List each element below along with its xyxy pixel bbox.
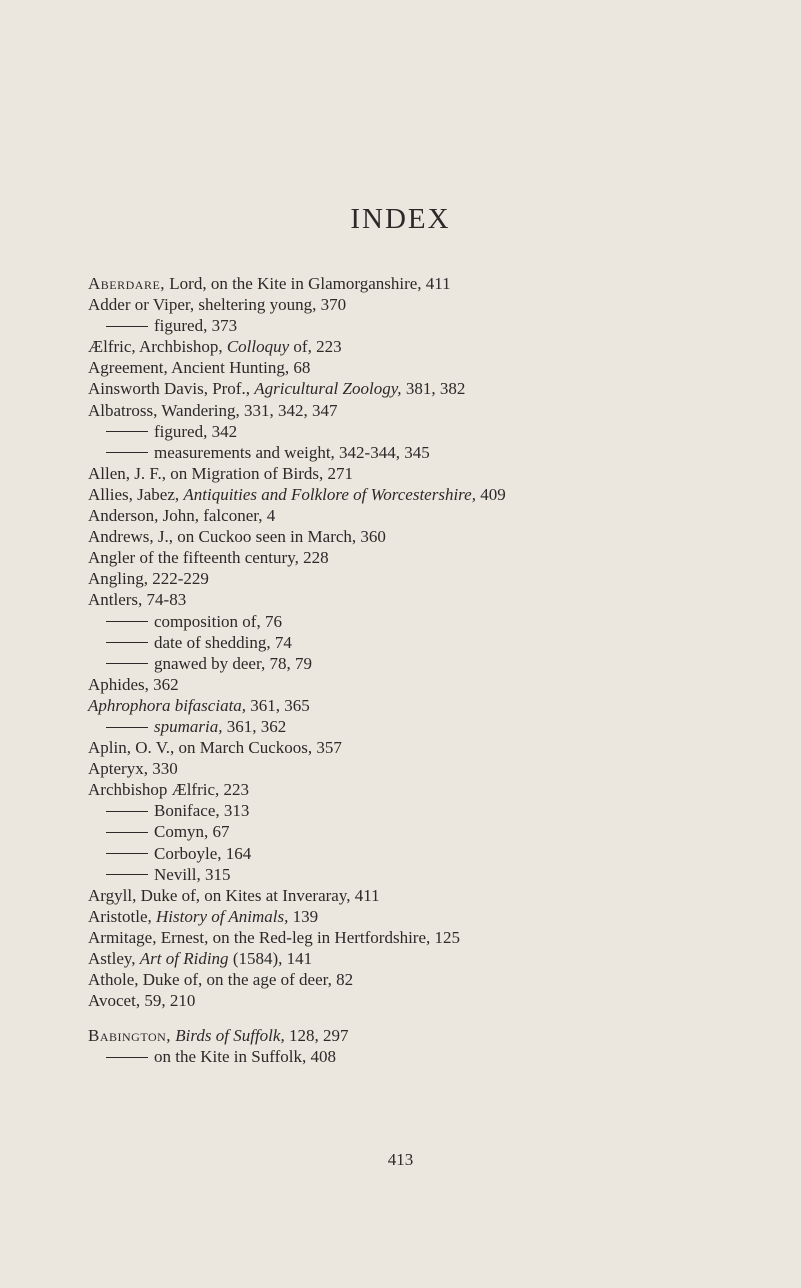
entry-italic-title: Art of Riding [139, 949, 229, 968]
index-entry [88, 484, 788, 505]
entry-italic-title: Birds of Suffolk, [175, 1026, 285, 1046]
index-entry [88, 505, 788, 526]
entry-text: Lord, on the Kite in Glamorganshire, 411 [165, 274, 451, 293]
index-entry [88, 906, 788, 927]
entry-text: Agreement, Ancient Hunting, 68 [88, 358, 311, 378]
page-title: INDEX [350, 203, 451, 235]
index-entry [88, 378, 788, 399]
index-entry [88, 357, 788, 378]
index-entry [88, 990, 788, 1011]
entry-text: Aplin, O. V., on March Cuckoos, 357 [88, 738, 342, 758]
entry-text: figured, 373 [154, 316, 238, 336]
index-entry [88, 927, 788, 948]
entry-text: Angler of the fifteenth century, 228 [88, 548, 329, 568]
entry-text: (1584), 141 [228, 949, 313, 968]
entry-text: composition of, 76 [154, 611, 282, 631]
index-entry [88, 948, 788, 969]
index-entry [88, 547, 788, 568]
index-entry [88, 463, 788, 484]
entry-text: Aphides, 362 [88, 674, 179, 694]
entry-text: Athole, Duke of, on the age of deer, 82 [88, 970, 354, 990]
entry-text: figured, 342 [154, 421, 238, 441]
entry-text: Comyn, 67 [154, 822, 230, 842]
entry-text: date of shedding, 74 [154, 632, 292, 652]
index-entry [88, 969, 788, 990]
index-subentry [88, 442, 788, 463]
index-entry [88, 779, 788, 800]
entry-italic-title: History of Animals, [156, 906, 289, 926]
entry-text: Anderson, John, falconer, 4 [88, 506, 276, 526]
entry-italic-title: Antiquities and Folklore of Worcestershire, [183, 484, 476, 504]
entry-text: Avocet, 59, 210 [88, 991, 196, 1011]
entry-text: Aristotle, [88, 906, 156, 926]
index-subentry [88, 653, 788, 674]
index-entry [88, 737, 788, 758]
index-entry [88, 758, 788, 779]
index-entry [88, 273, 788, 294]
index-entry [88, 336, 788, 357]
entry-text: Nevill, 315 [154, 864, 231, 884]
index-entry [88, 695, 788, 716]
index-subentry [88, 800, 788, 821]
entry-text: 361, 362 [222, 716, 287, 736]
entry-italic-title: Colloquy [226, 337, 290, 357]
entry-text: Archbishop Ælfric, 223 [88, 780, 250, 800]
entry-heading: Aberdare, [88, 274, 166, 293]
entry-text: Corboyle, 164 [154, 843, 252, 863]
index-entry [88, 885, 788, 906]
index-subentry [88, 632, 788, 653]
entry-heading: Babington, [88, 1026, 172, 1046]
entry-text: 361, 365 [246, 695, 310, 715]
entry-italic-title: spumaria, [154, 716, 223, 736]
entry-text: Boniface, 313 [154, 801, 250, 821]
index-entry [88, 568, 788, 589]
entry-text: gnawed by deer, 78, 79 [154, 653, 312, 673]
index-subentry [88, 1046, 788, 1067]
index-subentry [88, 864, 788, 885]
index-subentry [88, 421, 788, 442]
entry-text: 381, 382 [401, 379, 466, 399]
index-entry [88, 674, 788, 695]
entry-text: of, 223 [289, 337, 342, 357]
entry-text: Allies, Jabez, [88, 484, 184, 504]
index-subentry [88, 843, 788, 864]
entry-text: 128, 297 [284, 1026, 349, 1046]
index-subentry [88, 821, 788, 842]
entry-text: Antlers, 74-83 [88, 590, 187, 610]
index-subentry [88, 315, 788, 336]
index-entry [88, 294, 788, 315]
entry-text: Apteryx, 330 [88, 759, 178, 779]
entry-text: measurements and weight, 342-344, 345 [154, 442, 430, 462]
entry-text: Andrews, J., on Cuckoo seen in March, 360 [88, 527, 386, 547]
index-subentry [88, 611, 788, 632]
index-entry [88, 400, 788, 421]
index-entries [88, 273, 788, 1067]
entry-text: Armitage, Ernest, on the Red-leg in Hertfordshire, 125 [88, 927, 461, 947]
index-entry [88, 526, 788, 547]
index-subentry [88, 716, 788, 737]
entry-text: Allen, J. F., on Migration of Birds, 271 [88, 463, 353, 483]
entry-text: Adder or Viper, sheltering young, 370 [88, 295, 347, 315]
entry-text: Argyll, Duke of, on Kites at Inveraray, 411 [88, 885, 380, 905]
entry-text: Albatross, Wandering, 331, 342, 347 [88, 400, 338, 420]
index-entry [88, 589, 788, 610]
entry-text: Astley, [88, 949, 140, 968]
letter-section-gap [88, 1011, 788, 1025]
entry-text: on the Kite in Suffolk, 408 [154, 1047, 336, 1067]
page-number: 413 [387, 1150, 414, 1169]
entry-text: 409 [475, 484, 506, 504]
entry-italic-title: Agricultural Zoology, [254, 379, 402, 399]
index-entry [88, 1025, 788, 1046]
entry-text: Angling, 222-229 [88, 569, 209, 589]
entry-text: 139 [288, 906, 319, 926]
entry-italic-title: Aphrophora bifasciata, [88, 695, 247, 715]
entry-text: Ælfric, Archbishop, [88, 337, 227, 357]
entry-text: Ainsworth Davis, Prof., [88, 379, 255, 399]
